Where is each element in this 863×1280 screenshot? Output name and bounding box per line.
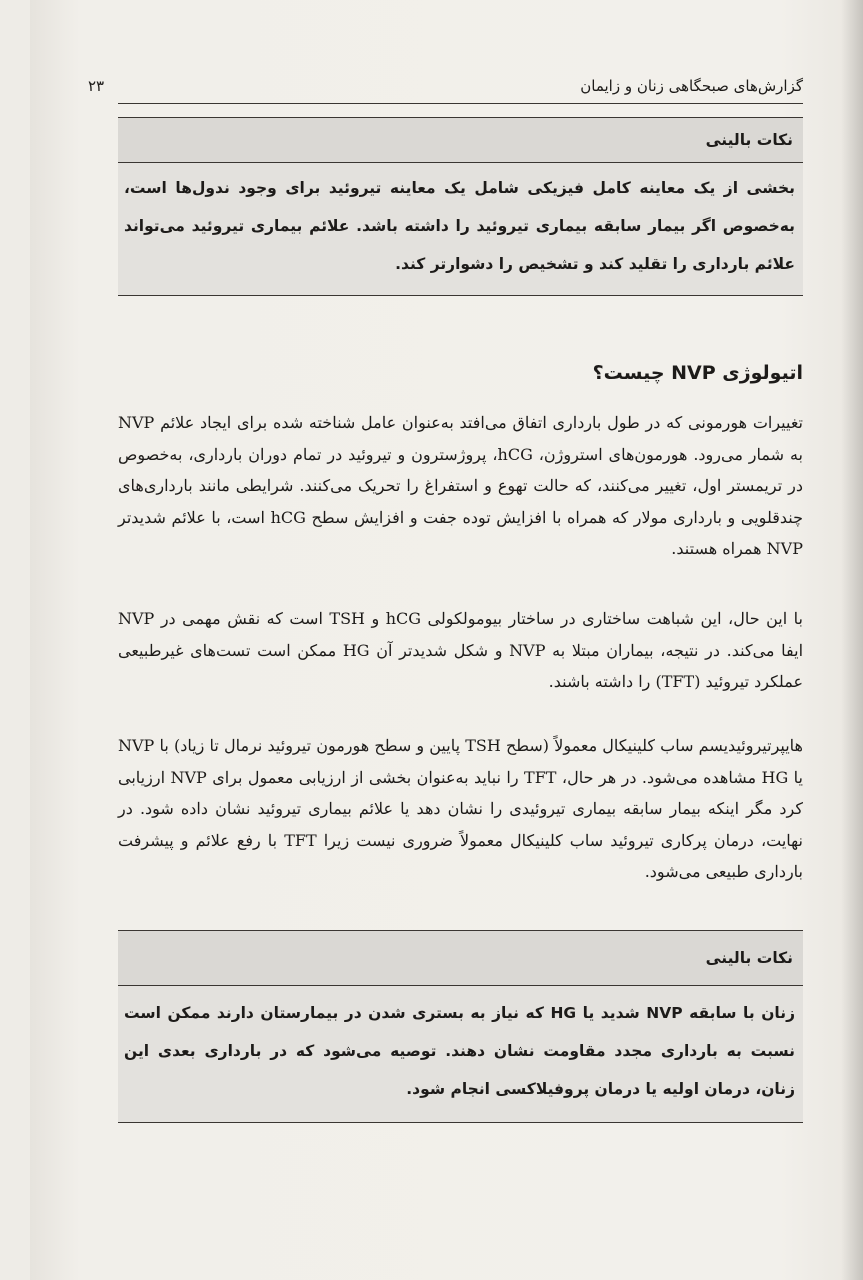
page-header bbox=[88, 70, 803, 102]
section-heading: اتیولوژی NVP چیست؟ bbox=[592, 362, 803, 384]
body-paragraph-1: تغییرات هورمونی که در طول بارداری اتفاق می‌افتد به‌عنوان عامل شناخته شده برای ایجاد علائم NVP به شمار می‌رود. هورمون‌های استروژن، hCG، پروژسترون و تیروئید در تمام دوران بارداری، به‌خصوص در تریمستر اول، تغییر می‌کنند، که حالت تهوع و استفراغ را تحریک می‌کنند. شرایطی مانند بارداری‌های چندقلویی و بارداری مولار که همراه با افزایش توده جفت و افزایش سطح hCG است، با علائم شدیدتر NVP همراه هستند. bbox=[118, 413, 804, 558]
page-number: ۲۳ bbox=[88, 77, 105, 95]
running-title: گزارش‌های صبحگاهی زنان و زایمان bbox=[580, 77, 803, 95]
clinical-notes-text: زنان با سابقه NVP شدید یا HG که نیاز به بستری شدن در بیمارستان دارند ممکن است نسبت به بارداری مجدد مقاومت نشان دهند. توصیه می‌شود که در بارداری بعدی این زنان، درمان اولیه یا درمان پروفیلاکسی انجام شود. bbox=[118, 986, 803, 1123]
body-paragraph-2: با این حال، این شباهت ساختاری در ساختار بیومولکولی hCG و TSH است که نقش مهمی در NVP ایفا می‌کند. در نتیجه، بیماران مبتلا به NVP و شکل شدیدتر آن HG ممکن است تست‌های غیرطبیعی عملکرد تیروئید (TFT) را داشته باشند. bbox=[118, 609, 804, 691]
spine-shadow bbox=[841, 0, 863, 1280]
body-paragraph-3: هایپرتیروئیدیسم ساب کلینیکال معمولاً (سطح TSH پایین و سطح هورمون تیروئید نرمال تا زیاد) با NVP یا HG مشاهده می‌شود. در هر حال، TFT را نباید به‌عنوان بخشی از ارزیابی معمول برای NVP ارزیابی کرد مگر اینکه بیمار سابقه بیماری تیروئیدی را نشان دهد یا علائم بیماری تیروئید نشان داده شود. در نهایت، درمان پرکاری تیروئید ساب کلینیکال معمولاً ضروری نیست زیرا TFT با رفع علائم و پیشرفت بارداری طبیعی می‌شود. bbox=[118, 736, 804, 881]
clinical-notes-box-2 bbox=[118, 930, 803, 1123]
clinical-notes-title: نکات بالینی bbox=[118, 930, 803, 986]
book-page bbox=[30, 0, 863, 1280]
clinical-notes-text: بخشی از یک معاینه کامل فیزیکی شامل یک معاینه تیروئید برای وجود ندول‌ها است، به‌خصوص اگر بیمار سابقه بیماری تیروئید را داشته باشد. علائم بیماری تیروئید می‌تواند علائم بارداری را تقلید کند و تشخیص را دشوارتر کند. bbox=[118, 163, 803, 296]
clinical-notes-title: نکات بالینی bbox=[118, 117, 803, 163]
clinical-notes-box-1 bbox=[118, 117, 803, 296]
header-rule bbox=[118, 103, 803, 104]
